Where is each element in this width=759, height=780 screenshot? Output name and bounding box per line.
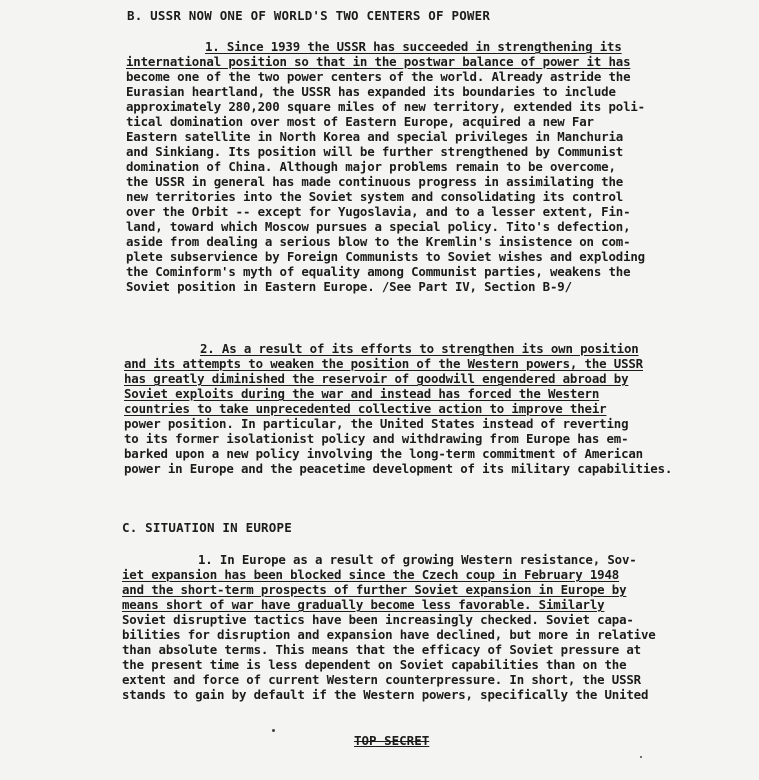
text-line: 1. Since 1939 the USSR has succeeded in strengthening its [205,39,622,54]
text-line: Eurasian heartland, the USSR has expanded its boundaries to include [126,84,616,99]
text-line: extent and force of current Western counterpressure. In short, the USSR [122,672,641,687]
text-line: power in Europe and the peacetime development of its military capabilities. [124,461,673,476]
text-line: than absolute terms. This means that the efficacy of Soviet pressure at [122,642,641,657]
text-line: the Cominform's myth of equality among Communist parties, weakens the [126,264,631,279]
text-line: the present time is less dependent on Soviet capabilities than on the [122,657,627,672]
classification-marking: TOP SECRET [354,733,430,748]
text-line: aside from dealing a serious blow to the Kremlin's insistence on com- [126,234,631,249]
text-line: over the Orbit -- except for Yugoslavia, and to a lesser extent, Fin- [126,204,631,219]
text-line: to its former isolationist policy and withdrawing from Europe has em- [124,431,629,446]
text-line: new territories into the Soviet system and consolidating its control [126,189,624,204]
text-line: Soviet exploits during the war and instead has forced the Western [124,386,600,401]
text-line: barked upon a new policy involving the long-term commitment of American [124,446,643,461]
section-c-heading: C. SITUATION IN EUROPE [122,520,292,535]
text-line: 2. As a result of its efforts to strengthen its own position [200,341,639,356]
text-line: stands to gain by default if the Western powers, specifically the United [122,687,649,702]
ink-speck [640,756,642,758]
text-line: land, toward which Moscow pursues a special policy. Tito's defection, [126,219,631,234]
text-line: iet expansion has been blocked since the Czech coup in February 1948 [122,567,620,582]
text-line: Eastern satellite in North Korea and special privileges in Manchuria [126,129,624,144]
text-line: and its attempts to weaken the position of the Western powers, the USSR [124,356,643,371]
text-line: countries to take unprecedented collective action to improve their [124,401,607,416]
text-line: become one of the two power centers of the world. Already astride the [126,69,631,84]
text-line: 1. In Europe as a result of growing Western resistance, Sov- [198,552,637,567]
section-b-heading: B. USSR NOW ONE OF WORLD'S TWO CENTERS OF POWER [127,8,491,23]
text-line: and Sinkiang. Its position will be further strengthened by Communist [126,144,624,159]
text-line: means short of war have gradually become less favorable. Similarly [122,597,605,612]
text-line: power position. In particular, the United States instead of reverting [124,416,629,431]
text-line: and the short-term prospects of further Soviet expansion in Europe by [122,582,627,597]
text-line: tical domination over most of Eastern Europe, acquired a new Far [126,114,594,129]
text-line: approximately 280,200 square miles of new territory, extended its poli- [126,99,645,114]
text-line: plete subservience by Foreign Communists to Soviet wishes and exploding [126,249,645,264]
text-line: Soviet position in Eastern Europe. /See Part IV, Section B-9/ [126,279,572,294]
ink-speck [272,729,275,732]
text-line: the USSR in general has made continuous progress in assimilating the [126,174,624,189]
text-line: international position so that in the postwar balance of power it has [126,54,631,69]
text-line: Soviet disruptive tactics have been increasingly checked. Soviet capa- [122,612,634,627]
text-line: bilities for disruption and expansion have declined, but more in relative [122,627,656,642]
text-line: has greatly diminished the reservoir of goodwill engendered abroad by [124,371,629,386]
text-line: domination of China. Although major problems remain to be overcome, [126,159,616,174]
